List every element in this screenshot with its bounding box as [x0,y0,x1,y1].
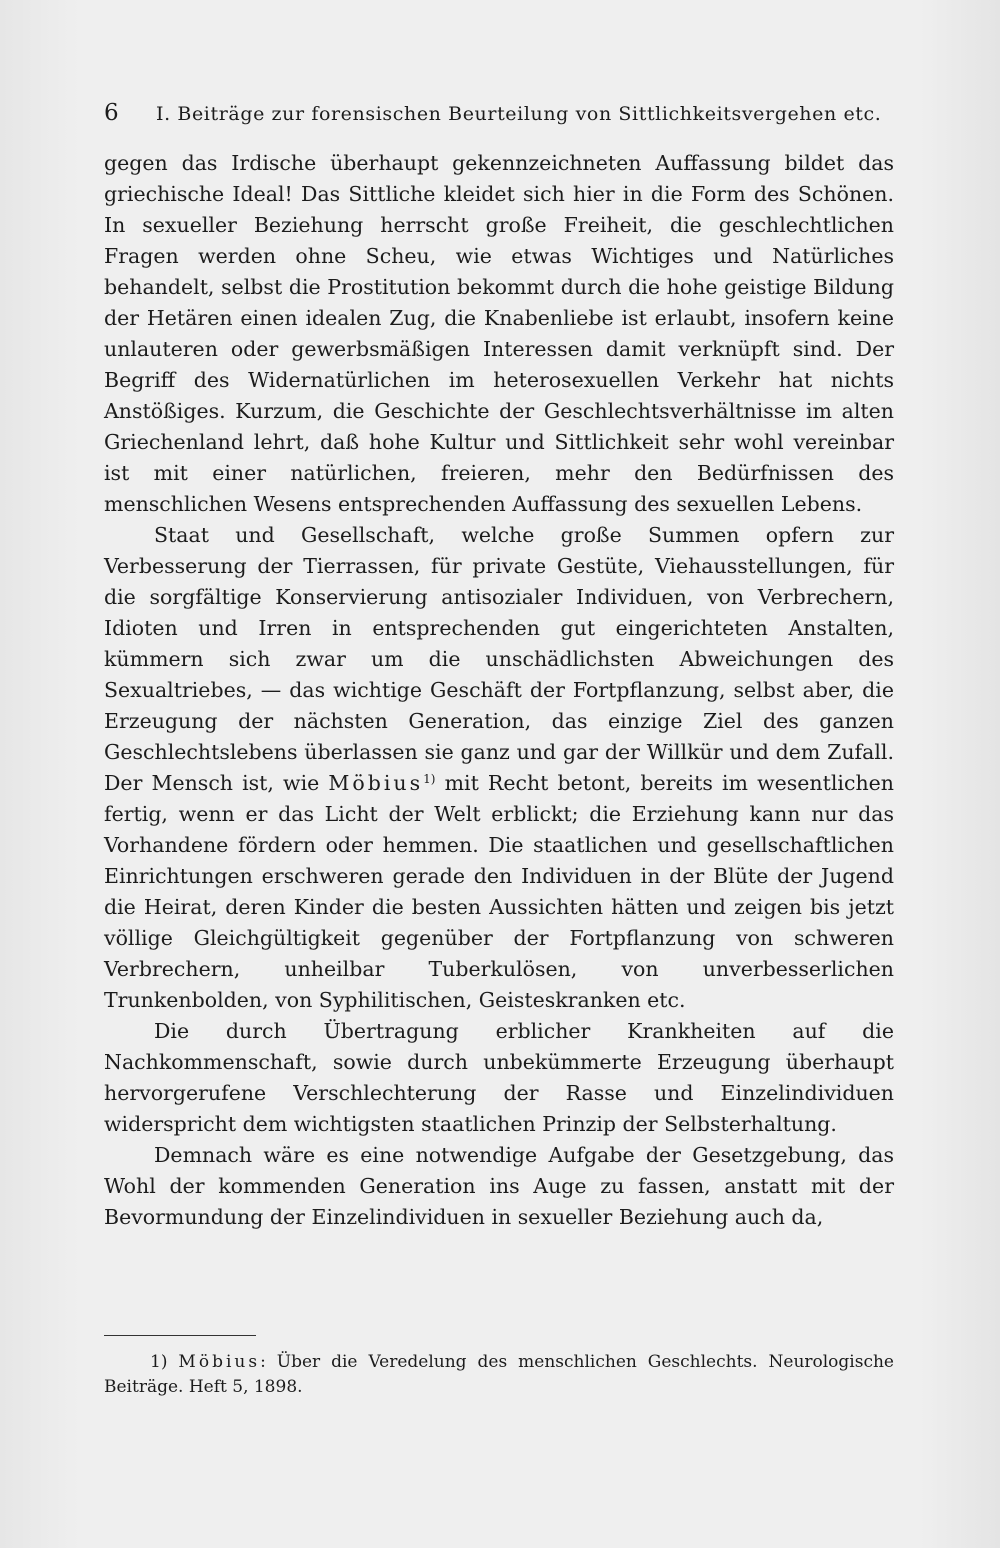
footnote-citation: : Über die Veredelung des menschlichen Geschlechts. Neurologische Beiträge. Heft 5, 1898. [104,1352,894,1397]
page-header [104,100,894,130]
main-text [104,148,894,1233]
author-name-moebius: Möbius [328,771,424,795]
footnotes [104,1350,894,1400]
page-number: 6 [104,100,120,126]
footnote-author: Möbius [178,1352,261,1372]
footnote-marker: 1) [150,1352,168,1372]
running-head: I. Beiträge zur forensischen Beurteilung von Sittlichkeitsvergehen etc. [156,103,882,125]
paragraph-4: Demnach wäre es eine notwendige Aufgabe der Gesetzgebung, das Wohl der kommenden Generation ins Auge zu fassen, anstatt mit der Bevormundung der Einzelindividuen in sexueller Beziehung auch da, [104,1143,894,1229]
paragraph-1: gegen das Irdische überhaupt gekennzeichneten Auffassung bildet das griechische Ideal! Das Sittliche kleidet sich hier in die Form des Schönen. In sexueller Beziehung herrscht große Freiheit, die geschlechtlichen Fragen werden ohne Scheu, wie etwas Wichtiges und Natürliches behandelt, selbst die Prostitution bekommt durch die hohe geistige Bildung der Hetären einen idealen Zug, die Knabenliebe ist erlaubt, insofern keine unlauteren oder gewerbsmäßigen Interessen damit verknüpft sind. Der Begriff des Widernatürlichen im heterosexuellen Verkehr hat nichts Anstößiges. Kurzum, die Geschichte der Geschlechtsverhältnisse im alten Griechenland lehrt, daß hohe Kultur und Sittlichkeit sehr wohl vereinbar ist mit einer natürlichen, freieren, mehr den Bedürfnissen des menschlichen Wesens entsprechenden Auffassung des sexuellen Lebens. [104,151,894,516]
paragraph-2-text-end: mit Recht betont, bereits im wesentlichen fertig, wenn er das Licht der Welt erblickt; die Erziehung kann nur das Vorhandene fördern oder hemmen. Die staatlichen und gesellschaftlichen Einrichtungen erschweren gerade den Individuen in der Blüte der Jugend die Heirat, deren Kinder die besten Aussichten hätten und zeigen bis jetzt völlige Gleichgültigkeit gegenüber der Fortpflanzung von schweren Verbrechern, unheilbar Tuberkulösen, von unverbesserlichen Trunkenbolden, von Syphilitischen, Geisteskranken etc. [104,771,895,1012]
footnote-1 [104,1350,894,1400]
footnote-reference: 1) [423,772,436,786]
footnote-separator [104,1335,256,1336]
paragraph-2 [104,520,894,1016]
paragraph-3: Die durch Übertragung erblicher Krankheiten auf die Nachkommenschaft, sowie durch unbekümmerte Erzeugung überhaupt hervorgerufene Verschlechterung der Rasse und Einzelindividuen widerspricht dem wichtigsten staatlichen Prinzip der Selbsterhaltung. [104,1019,894,1136]
paragraph-2-text-start: Staat und Gesellschaft, welche große Summen opfern zur Verbesserung der Tierrassen, für private Gestüte, Viehausstellungen, für die sorgfältige Konservierung antisozialer Individuen, von Verbrechern, Idioten und Irren in entsprechenden gut eingerichteten Anstalten, kümmern sich zwar um die unschädlichsten Abweichungen des Sexualtriebes, — das wichtige Geschäft der Fortpflanzung, selbst aber, die Erzeugung der nächsten Generation, das einzige Ziel des ganzen Geschlechtslebens überlassen sie ganz und gar der Willkür und dem Zufall. Der Mensch ist, wie [104,523,894,795]
